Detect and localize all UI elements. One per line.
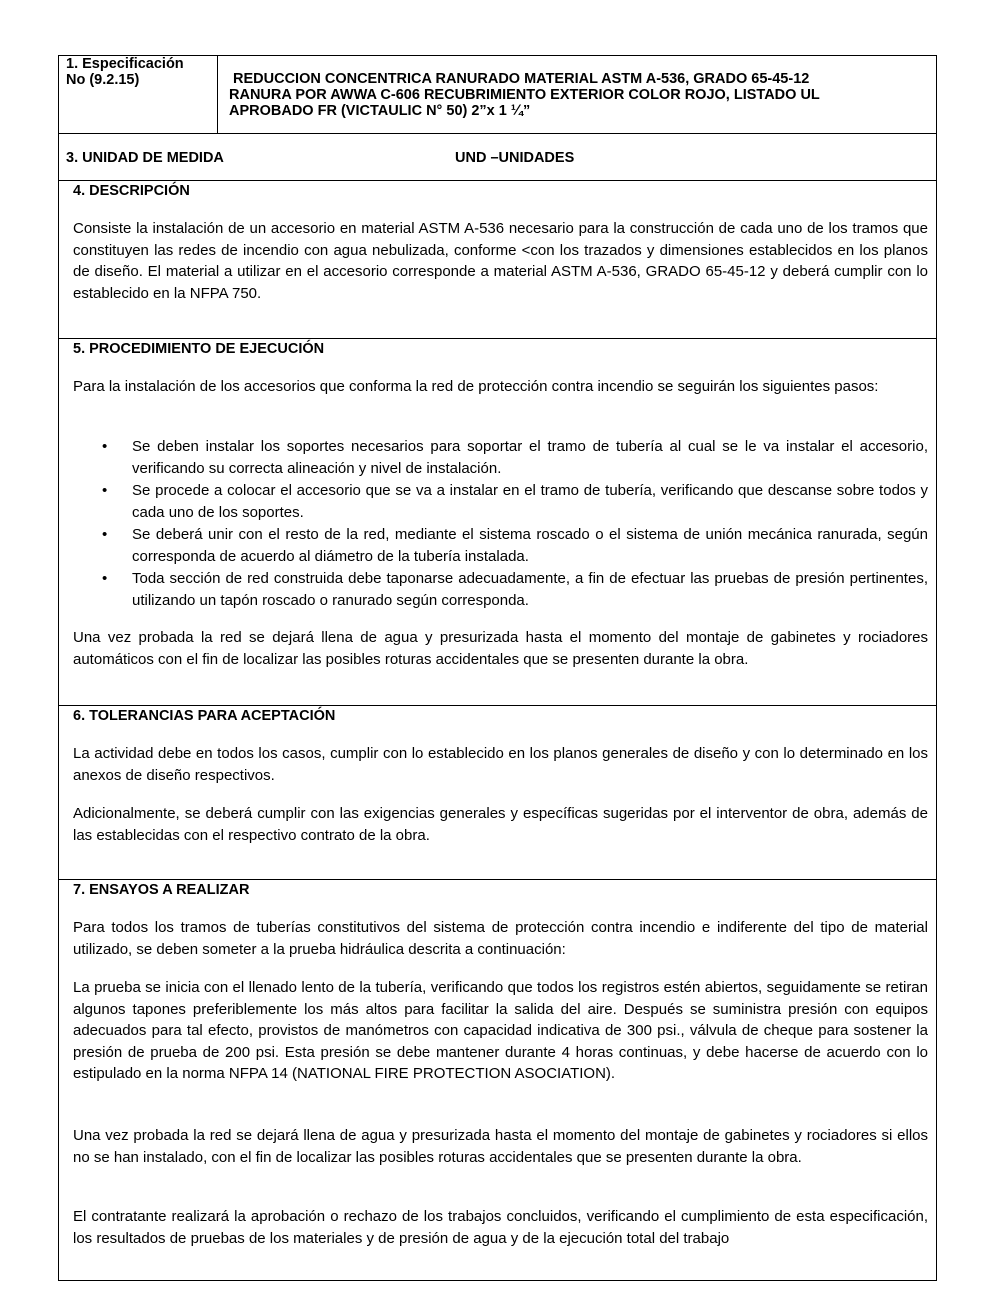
spec-title	[229, 71, 929, 119]
section-tolerances	[59, 706, 936, 880]
paragraph: Adicionalmente, se deberá cumplir con las exigencias generales y específicas sugeridas por el interventor de obra, además de las establecidas con el respectivo contrato de la obra.	[73, 805, 928, 844]
section-tests	[59, 880, 936, 1280]
list-item	[73, 568, 928, 611]
unit-label: 3. UNIDAD DE MEDIDA	[66, 150, 224, 166]
paragraph: Una vez probada la red se dejará llena de agua y presurizada hasta el momento del montaje de gabinetes y rociadores automáticos con el fin de localizar las posibles roturas accidentales que se presenten durante la obra.	[73, 629, 928, 668]
unit-of-measure-row	[59, 134, 936, 181]
spec-title-line: RANURA POR AWWA C-606 RECUBRIMIENTO EXTERIOR COLOR ROJO, LISTADO UL	[229, 87, 820, 103]
list-item-text: Se deberá unir con el resto de la red, mediante el sistema roscado o el sistema de unión mecánica ranurada, según corresponda de acuerdo al diámetro de la tubería instalada.	[132, 526, 928, 565]
paragraph: Para todos los tramos de tuberías constitutivos del sistema de protección contra incendio e indiferente del tipo de material utilizado, se deben someter a la prueba hidráulica descrita a continuación:	[73, 919, 928, 958]
specification-table	[58, 55, 937, 1281]
paragraph: Para la instalación de los accesorios que conforma la red de protección contra incendio se seguirán los siguientes pasos:	[73, 378, 879, 395]
list-item-text: Se procede a colocar el accesorio que se va a instalar en el tramo de tubería, verificando que descanse sobre todos y cada uno de los soportes.	[132, 482, 928, 521]
section-title: 4. DESCRIPCIÓN	[73, 183, 190, 199]
list-item	[73, 480, 928, 523]
spec-number-cell	[59, 56, 218, 133]
section-description	[59, 181, 936, 339]
bullet-icon: •	[102, 570, 108, 587]
bullet-icon: •	[102, 438, 108, 455]
paragraph: Una vez probada la red se dejará llena de agua y presurizada hasta el momento del montaje de gabinetes y rociadores si ellos no se han instalado, con el fin de localizar las posibles roturas accidentales que se presenten durante la obra.	[73, 1127, 928, 1166]
bullet-icon: •	[102, 526, 108, 543]
section-title: 6. TOLERANCIAS PARA ACEPTACIÓN	[73, 708, 336, 724]
spec-title-line: APROBADO FR (VICTAULIC N° 50) 2”x 1 ¼”	[229, 103, 531, 119]
procedure-steps-list	[73, 436, 928, 612]
spec-header-row	[59, 56, 936, 134]
list-item-text: Se deben instalar los soportes necesarios para soportar el tramo de tubería al cual se le va instalar el accesorio, verificando su correcta alineación y nivel de instalación.	[132, 438, 928, 477]
spec-label: 1. Especificación	[66, 56, 184, 72]
section-procedure	[59, 339, 936, 706]
paragraph: El contratante realizará la aprobación o rechazo de los trabajos concluidos, verificando el cumplimiento de esta especificación, los resultados de pruebas de los materiales y de presión de agua y de la ejecución total del trabajo	[73, 1208, 928, 1247]
list-item-text: Toda sección de red construida debe taponarse adecuadamente, a fin de efectuar las pruebas de presión pertinentes, utilizando un tapón roscado o ranurado según corresponda.	[132, 570, 928, 609]
list-item	[73, 524, 928, 567]
spec-title-line: REDUCCION CONCENTRICA RANURADO MATERIAL ASTM A-536, GRADO 65-45-12	[229, 71, 810, 87]
paragraph: La prueba se inicia con el llenado lento de la tubería, verificando que todos los registros estén abiertos, seguidamente se retiran algunos tapones preferiblemente los más altos para facilitar la salida del aire. Después se suministra presión con equipos adecuados para tal efecto, provistos de manómetros con capacidad indicativa de 300 psi., válvula de cheque para sostener la presión de prueba de 200 psi. Esta presión se debe mantener durante 4 horas continuas, y debe hacerse de acuerdo con lo estipulado en la norma NFPA 14 (NATIONAL FIRE PROTECTION ASOCIATION).	[73, 979, 928, 1082]
list-item	[73, 436, 928, 479]
unit-value: UND –UNIDADES	[455, 150, 575, 166]
paragraph: La actividad debe en todos los casos, cumplir con lo establecido en los planos generales de diseño y con lo determinado en los anexos de diseño respectivos.	[73, 745, 928, 784]
paragraph: Consiste la instalación de un accesorio en material ASTM A-536 necesario para la construcción de cada uno de los tramos que constituyen las redes de incendio con agua nebulizada, conforme <con los trazados y dimensiones establecidos en los planos de diseño. El material a utilizar en el accesorio corresponde a material ASTM A-536, GRADO 65-45-12 y deberá cumplir con lo establecido en la NFPA 750.	[73, 220, 928, 302]
section-title: 5. PROCEDIMIENTO DE EJECUCIÓN	[73, 341, 325, 357]
section-title: 7. ENSAYOS A REALIZAR	[73, 882, 250, 898]
bullet-icon: •	[102, 482, 108, 499]
spec-number: No (9.2.15)	[66, 72, 140, 88]
